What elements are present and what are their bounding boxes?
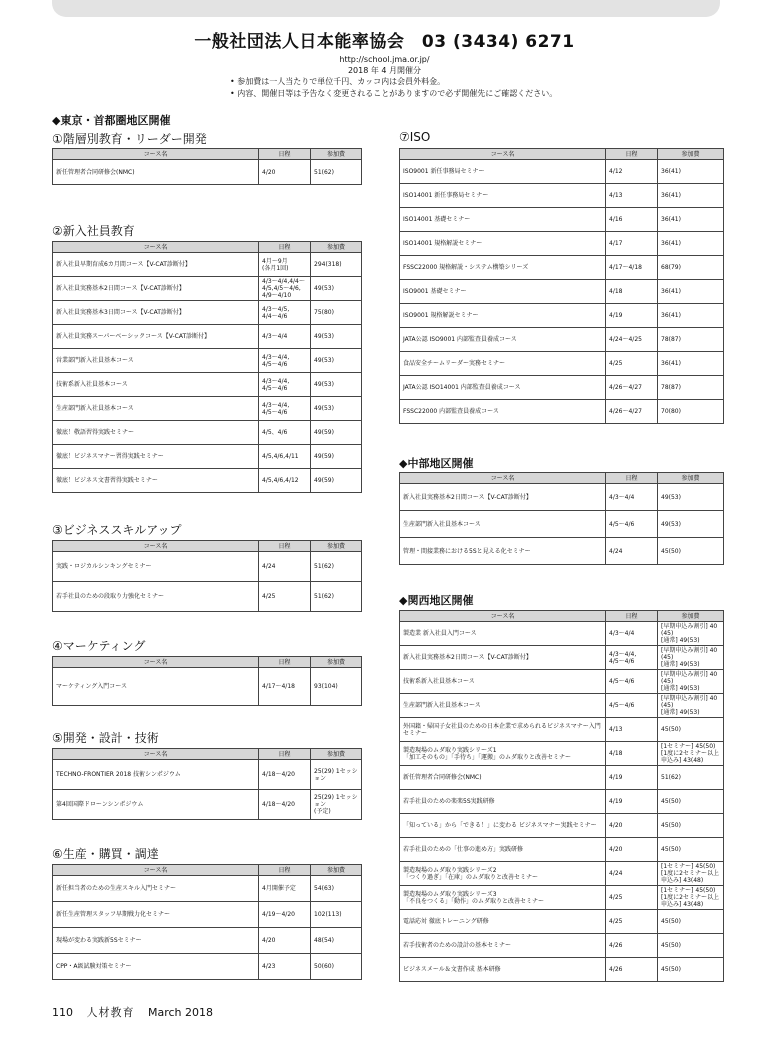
course-cell: 製造現場のムダ取り実践シリーズ2 「つくり過ぎ」「在庫」のムダ取りと改善セミナー (400, 862, 606, 886)
fee-cell: 45(50) (658, 838, 724, 862)
fee-cell: [早期申込み割引] 40 (45) [通常] 49(53) (658, 646, 724, 670)
table-row (400, 862, 724, 886)
date-cell: 4/18 (606, 280, 658, 304)
table-row (400, 622, 724, 646)
table-row (53, 902, 362, 928)
date-header: 日程 (259, 149, 311, 160)
fee-cell: 51(62) (311, 552, 362, 582)
table-row (53, 760, 362, 790)
course-cell: ISO14001 規格解説セミナー (400, 232, 606, 256)
table-row (53, 373, 362, 397)
course-header: コース名 (53, 657, 259, 668)
course-cell: 新入社員早期育成6カ月間コース【V-CAT診断付】 (53, 253, 259, 277)
course-cell: 新入社員実務基本2日間コース【V-CAT診断付】 (53, 277, 259, 301)
fee-header: 参加費 (311, 242, 362, 253)
date-header: 日程 (259, 865, 311, 876)
table-header-row (53, 749, 362, 760)
fee-cell: 68(79) (658, 256, 724, 280)
course-cell: 現場が変わる実践新5Sセミナー (53, 928, 259, 954)
fee-cell: 36(41) (658, 304, 724, 328)
fee-cell: 93(104) (311, 668, 362, 706)
date-cell: 4/26～4/27 (606, 376, 658, 400)
fee-cell: 45(50) (658, 934, 724, 958)
course-cell: ISO9001 新任事務局セミナー (400, 160, 606, 184)
table-row (400, 280, 724, 304)
fee-cell: 50(60) (311, 954, 362, 980)
fee-cell: 51(62) (658, 766, 724, 790)
fee-header: 参加費 (311, 149, 362, 160)
year-note: 2018 年 4 月開催分 (347, 66, 422, 75)
table-row (400, 328, 724, 352)
date-cell: 4/24 (606, 538, 658, 565)
fee-cell: 36(41) (658, 184, 724, 208)
course-header: コース名 (53, 149, 259, 160)
date-cell: 4/20 (606, 838, 658, 862)
date-cell: 4/25 (606, 352, 658, 376)
course-cell: ISO9001 基礎セミナー (400, 280, 606, 304)
page-title: 一般社団法人日本能率協会 03 (3434) 6271 (194, 32, 575, 52)
date-cell: 4/26 (606, 934, 658, 958)
fee-cell: 49(53) (311, 397, 362, 421)
region-heading-kansai: ◆関西地区開催 (399, 594, 474, 607)
date-cell: 4/12 (606, 160, 658, 184)
fee-cell: 78(87) (658, 376, 724, 400)
region-heading-tokyo: ◆東京・首都圏地区開催 (52, 114, 171, 127)
date-cell: 4/3～4/4, 4/5～4/6 (259, 397, 311, 421)
course-cell: 電話応対 徹底トレーニング研修 (400, 910, 606, 934)
fee-header: 参加費 (311, 657, 362, 668)
course-header: コース名 (53, 242, 259, 253)
date-cell: 4/24 (259, 552, 311, 582)
course-table (399, 472, 724, 565)
table-row (53, 301, 362, 325)
fee-cell: 25(29) 1セッション (311, 760, 362, 790)
table-row (400, 958, 724, 982)
fee-cell: 49(53) (311, 325, 362, 349)
fee-cell: 45(50) (658, 814, 724, 838)
table-header-row (53, 149, 362, 160)
course-cell: 新入社員実務基本2日間コース【V-CAT診断付】 (400, 646, 606, 670)
change-note: • 内容、開催日等は予告なく変更されることがありますので必ず開催先にご確認ください。 (230, 89, 558, 98)
course-cell: 製造現場のムダ取り実践シリーズ1 「加工そのもの」「手待ち」「運搬」のムダ取りと改善セミナー (400, 742, 606, 766)
table-row (400, 256, 724, 280)
section-title: ④マーケティング (52, 639, 146, 653)
date-cell: 4/17～4/18 (259, 668, 311, 706)
course-cell: 管理・間接業務における5Sと見える化セミナー (400, 538, 606, 565)
course-cell: 新入社員実務基本2日間コース【V-CAT診断付】 (400, 484, 606, 511)
course-cell: 徹底！敬語習得実践セミナー (53, 421, 259, 445)
fee-header: 参加費 (658, 149, 724, 160)
fee-cell: 45(50) (658, 910, 724, 934)
table-row (53, 876, 362, 902)
course-header: コース名 (400, 473, 606, 484)
fee-cell: 294(318) (311, 253, 362, 277)
date-cell: 4/18～4/20 (259, 790, 311, 820)
table-row (400, 766, 724, 790)
date-cell: 4/5,4/6,4/12 (259, 469, 311, 493)
date-header: 日程 (259, 242, 311, 253)
course-cell: 新任担当者のための生産スキル入門セミナー (53, 876, 259, 902)
date-cell: 4/25 (259, 582, 311, 612)
course-cell: 外国籍・帰国子女社員のための日本企業で求められるビジネスマナー入門セミナー (400, 718, 606, 742)
table-row (53, 582, 362, 612)
fee-cell: 45(50) (658, 718, 724, 742)
course-cell: FSSC22000 内部監査員養成コース (400, 400, 606, 424)
fee-header: 参加費 (311, 865, 362, 876)
table-row (400, 484, 724, 511)
fee-cell: 51(62) (311, 582, 362, 612)
course-cell: TECHNO-FRONTIER 2018 技術シンポジウム (53, 760, 259, 790)
table-header-row (53, 865, 362, 876)
table-row (53, 349, 362, 373)
course-cell: ISO9001 規格解説セミナー (400, 304, 606, 328)
date-cell: 4/17 (606, 232, 658, 256)
fee-header: 参加費 (658, 473, 724, 484)
course-cell: 新任管理者合同研修会(NMC) (53, 160, 259, 185)
table-row (400, 376, 724, 400)
date-cell: 4/3～4/4 (259, 325, 311, 349)
course-table (399, 610, 724, 982)
date-cell: 4/24～4/25 (606, 328, 658, 352)
fee-cell: [1セミナー] 45(50) [1度に2セミナー以上申込み] 43(48) (658, 862, 724, 886)
table-row (53, 552, 362, 582)
table-header-row (400, 611, 724, 622)
table-row (400, 232, 724, 256)
date-cell: 4/3～4/4, 4/5～4/6 (259, 373, 311, 397)
table-row (400, 511, 724, 538)
course-cell: 食品安全チームリーダー実務セミナー (400, 352, 606, 376)
course-table (52, 540, 362, 612)
date-cell: 4/5,4/6,4/11 (259, 445, 311, 469)
course-cell: 新任管理者合同研修会(NMC) (400, 766, 606, 790)
date-cell: 4/26～4/27 (606, 400, 658, 424)
date-cell: 4/25 (606, 910, 658, 934)
table-row (400, 352, 724, 376)
fee-cell: 70(80) (658, 400, 724, 424)
fee-cell: 45(50) (658, 790, 724, 814)
fee-cell: 25(29) 1セッション (予定) (311, 790, 362, 820)
fee-cell: 49(53) (658, 511, 724, 538)
table-row (400, 886, 724, 910)
date-cell: 4/17～4/18 (606, 256, 658, 280)
course-cell: ISO14001 新任事務局セミナー (400, 184, 606, 208)
fee-header: 参加費 (311, 749, 362, 760)
fee-cell: 48(54) (311, 928, 362, 954)
fee-header: 参加費 (311, 541, 362, 552)
region-heading-chubu: ◆中部地区開催 (399, 457, 474, 470)
course-header: コース名 (400, 149, 606, 160)
table-row (400, 742, 724, 766)
course-header: コース名 (53, 541, 259, 552)
table-row (400, 910, 724, 934)
section-title: ⑤開発・設計・技術 (52, 731, 159, 745)
fee-cell: 102(113) (311, 902, 362, 928)
date-cell: 4/19 (606, 304, 658, 328)
fee-cell: 49(53) (311, 349, 362, 373)
fee-cell: 75(80) (311, 301, 362, 325)
course-table (52, 241, 362, 493)
date-cell: 4/5～4/6 (606, 670, 658, 694)
course-cell: 生産部門新入社員基本コース (53, 397, 259, 421)
fee-cell: [早期申込み割引] 40 (45) [通常] 49(53) (658, 670, 724, 694)
table-row (400, 304, 724, 328)
date-cell: 4/25 (606, 886, 658, 910)
table-row (53, 253, 362, 277)
date-cell: 4/20 (259, 928, 311, 954)
fee-cell: 49(59) (311, 421, 362, 445)
course-cell: 第4回国際ドローンシンポジウム (53, 790, 259, 820)
course-cell: マーケティング入門コース (53, 668, 259, 706)
date-cell: 4/16 (606, 208, 658, 232)
course-cell: 技術系新入社員基本コース (53, 373, 259, 397)
course-cell: 製造業 新入社員入門コース (400, 622, 606, 646)
fee-cell: 49(53) (311, 277, 362, 301)
course-cell: 営業部門新入社員基本コース (53, 349, 259, 373)
date-cell: 4/19 (606, 790, 658, 814)
table-row (400, 694, 724, 718)
fee-cell: 36(41) (658, 232, 724, 256)
fee-cell: 49(59) (311, 445, 362, 469)
date-cell: 4/5～4/6 (606, 511, 658, 538)
course-cell: 製造現場のムダ取り実践シリーズ3 「不良をつくる」「動作」のムダ取りと改善セミナー (400, 886, 606, 910)
fee-cell: [1セミナー] 45(50) [1度に2セミナー以上申込み] 43(48) (658, 886, 724, 910)
table-row (53, 325, 362, 349)
table-row (53, 445, 362, 469)
fee-cell: [早期申込み割引] 40 (45) [通常] 49(53) (658, 622, 724, 646)
table-row (53, 928, 362, 954)
course-cell: JATA公認 ISO14001 内部監査員養成コース (400, 376, 606, 400)
table-row (53, 954, 362, 980)
date-cell: 4/19 (606, 766, 658, 790)
fee-cell: [早期申込み割引] 40 (45) [通常] 49(53) (658, 694, 724, 718)
page-number: 110 (52, 1006, 73, 1019)
fee-cell: 45(50) (658, 538, 724, 565)
fee-cell: 54(63) (311, 876, 362, 902)
course-header: コース名 (400, 611, 606, 622)
date-cell: 4/3～4/4 (606, 622, 658, 646)
course-header: コース名 (53, 865, 259, 876)
fee-cell: 78(87) (658, 328, 724, 352)
fee-cell: 36(41) (658, 280, 724, 304)
course-cell: JATA公認 ISO9001 内部監査員養成コース (400, 328, 606, 352)
date-header: 日程 (606, 149, 658, 160)
top-decorative-bar (52, 0, 720, 17)
course-cell: 若手社員のための段取り力強化セミナー (53, 582, 259, 612)
date-cell: 4/23 (259, 954, 311, 980)
table-header-row (53, 657, 362, 668)
table-row (400, 838, 724, 862)
date-cell: 4/18～4/20 (259, 760, 311, 790)
date-cell: 4月開催予定 (259, 876, 311, 902)
section-title: ⑥生産・購買・調達 (52, 847, 159, 861)
table-row (53, 668, 362, 706)
date-cell: 4/19～4/20 (259, 902, 311, 928)
table-row (400, 400, 724, 424)
date-cell: 4/3～4/4 (606, 484, 658, 511)
section-title: ③ビジネススキルアップ (52, 523, 182, 537)
course-header: コース名 (53, 749, 259, 760)
table-row (53, 790, 362, 820)
course-table (52, 148, 362, 185)
date-header: 日程 (259, 749, 311, 760)
table-row (53, 469, 362, 493)
course-cell: 技術系新入社員基本コース (400, 670, 606, 694)
course-table (399, 148, 724, 424)
date-header: 日程 (259, 541, 311, 552)
date-cell: 4/20 (259, 160, 311, 185)
date-header: 日程 (606, 611, 658, 622)
fee-cell: 49(59) (311, 469, 362, 493)
fee-cell: 36(41) (658, 160, 724, 184)
date-cell: 4/5～4/6 (606, 694, 658, 718)
table-row (400, 184, 724, 208)
course-table (52, 748, 362, 820)
magazine-name: 人材教育 (86, 1006, 135, 1019)
date-cell: 4/3～4/4, 4/5～4/6 (259, 349, 311, 373)
fee-cell: 49(53) (658, 484, 724, 511)
table-row (400, 538, 724, 565)
course-cell: 新任生産管理スタッフ早期戦力化セミナー (53, 902, 259, 928)
course-cell: 若手社員のための楽楽5S実践研修 (400, 790, 606, 814)
course-cell: 生産部門新入社員基本コース (400, 694, 606, 718)
table-row (53, 397, 362, 421)
date-cell: 4月～9月 (各月1回) (259, 253, 311, 277)
section-title: ⑦ISO (399, 130, 431, 144)
fee-cell: 36(41) (658, 208, 724, 232)
course-cell: ビジネスメール＆文書作成 基本研修 (400, 958, 606, 982)
course-cell: 若手社員のための「仕事の進め方」実践研修 (400, 838, 606, 862)
date-cell: 4/18 (606, 742, 658, 766)
fee-cell: 45(50) (658, 958, 724, 982)
date-cell: 4/24 (606, 862, 658, 886)
page-footer (52, 1004, 213, 1020)
table-row (53, 160, 362, 185)
date-cell: 4/26 (606, 958, 658, 982)
table-header-row (53, 541, 362, 552)
course-table (52, 864, 362, 980)
course-cell: 徹底！ビジネスマナー習得実践セミナー (53, 445, 259, 469)
course-cell: 新入社員実務スーパーベーシックコース【V-CAT診断付】 (53, 325, 259, 349)
table-row (400, 670, 724, 694)
website-url[interactable]: http://school.jma.or.jp/ (339, 55, 430, 64)
fee-cell: 36(41) (658, 352, 724, 376)
table-row (400, 814, 724, 838)
course-cell: FSSC22000 規格解説・システム構築シリーズ (400, 256, 606, 280)
course-cell: 実践・ロジカルシンキングセミナー (53, 552, 259, 582)
table-row (53, 277, 362, 301)
date-cell: 4/3～4/4, 4/5～4/6 (606, 646, 658, 670)
fee-header: 参加費 (658, 611, 724, 622)
course-cell: ISO14001 基礎セミナー (400, 208, 606, 232)
date-cell: 4/13 (606, 718, 658, 742)
fee-cell: 51(62) (311, 160, 362, 185)
course-cell: 生産部門新入社員基本コース (400, 511, 606, 538)
table-row (400, 208, 724, 232)
date-header: 日程 (606, 473, 658, 484)
table-row (400, 646, 724, 670)
date-header: 日程 (259, 657, 311, 668)
date-cell: 4/3～4/4,4/4～4/5,4/5～4/6, 4/9～4/10 (259, 277, 311, 301)
course-table (52, 656, 362, 706)
date-cell: 4/13 (606, 184, 658, 208)
table-header-row (53, 242, 362, 253)
course-cell: 「知っている」から「できる！」に変わる ビジネスマナー実践セミナー (400, 814, 606, 838)
table-row (400, 934, 724, 958)
date-cell: 4/20 (606, 814, 658, 838)
section-title: ①階層別教育・リーダー開発 (52, 132, 207, 146)
table-row (400, 160, 724, 184)
fee-note: • 参加費は一人当たりで単位千円、カッコ内は会員外料金。 (230, 77, 446, 86)
date-cell: 4/3～4/5, 4/4～4/6 (259, 301, 311, 325)
fee-cell: 49(53) (311, 373, 362, 397)
course-cell: 若手技術者のための設計の基本セミナー (400, 934, 606, 958)
table-row (400, 790, 724, 814)
course-cell: 徹底！ビジネス文書習得実践セミナー (53, 469, 259, 493)
date-cell: 4/5、4/6 (259, 421, 311, 445)
issue-date: March 2018 (148, 1006, 214, 1019)
table-header-row (400, 149, 724, 160)
course-cell: CPP・A級試験対策セミナー (53, 954, 259, 980)
course-cell: 新入社員実務基本3日間コース【V-CAT診断付】 (53, 301, 259, 325)
table-row (53, 421, 362, 445)
table-row (400, 718, 724, 742)
fee-cell: [1セミナー] 45(50) [1度に2セミナー以上申込み] 43(48) (658, 742, 724, 766)
table-header-row (400, 473, 724, 484)
section-title: ②新入社員教育 (52, 224, 135, 238)
